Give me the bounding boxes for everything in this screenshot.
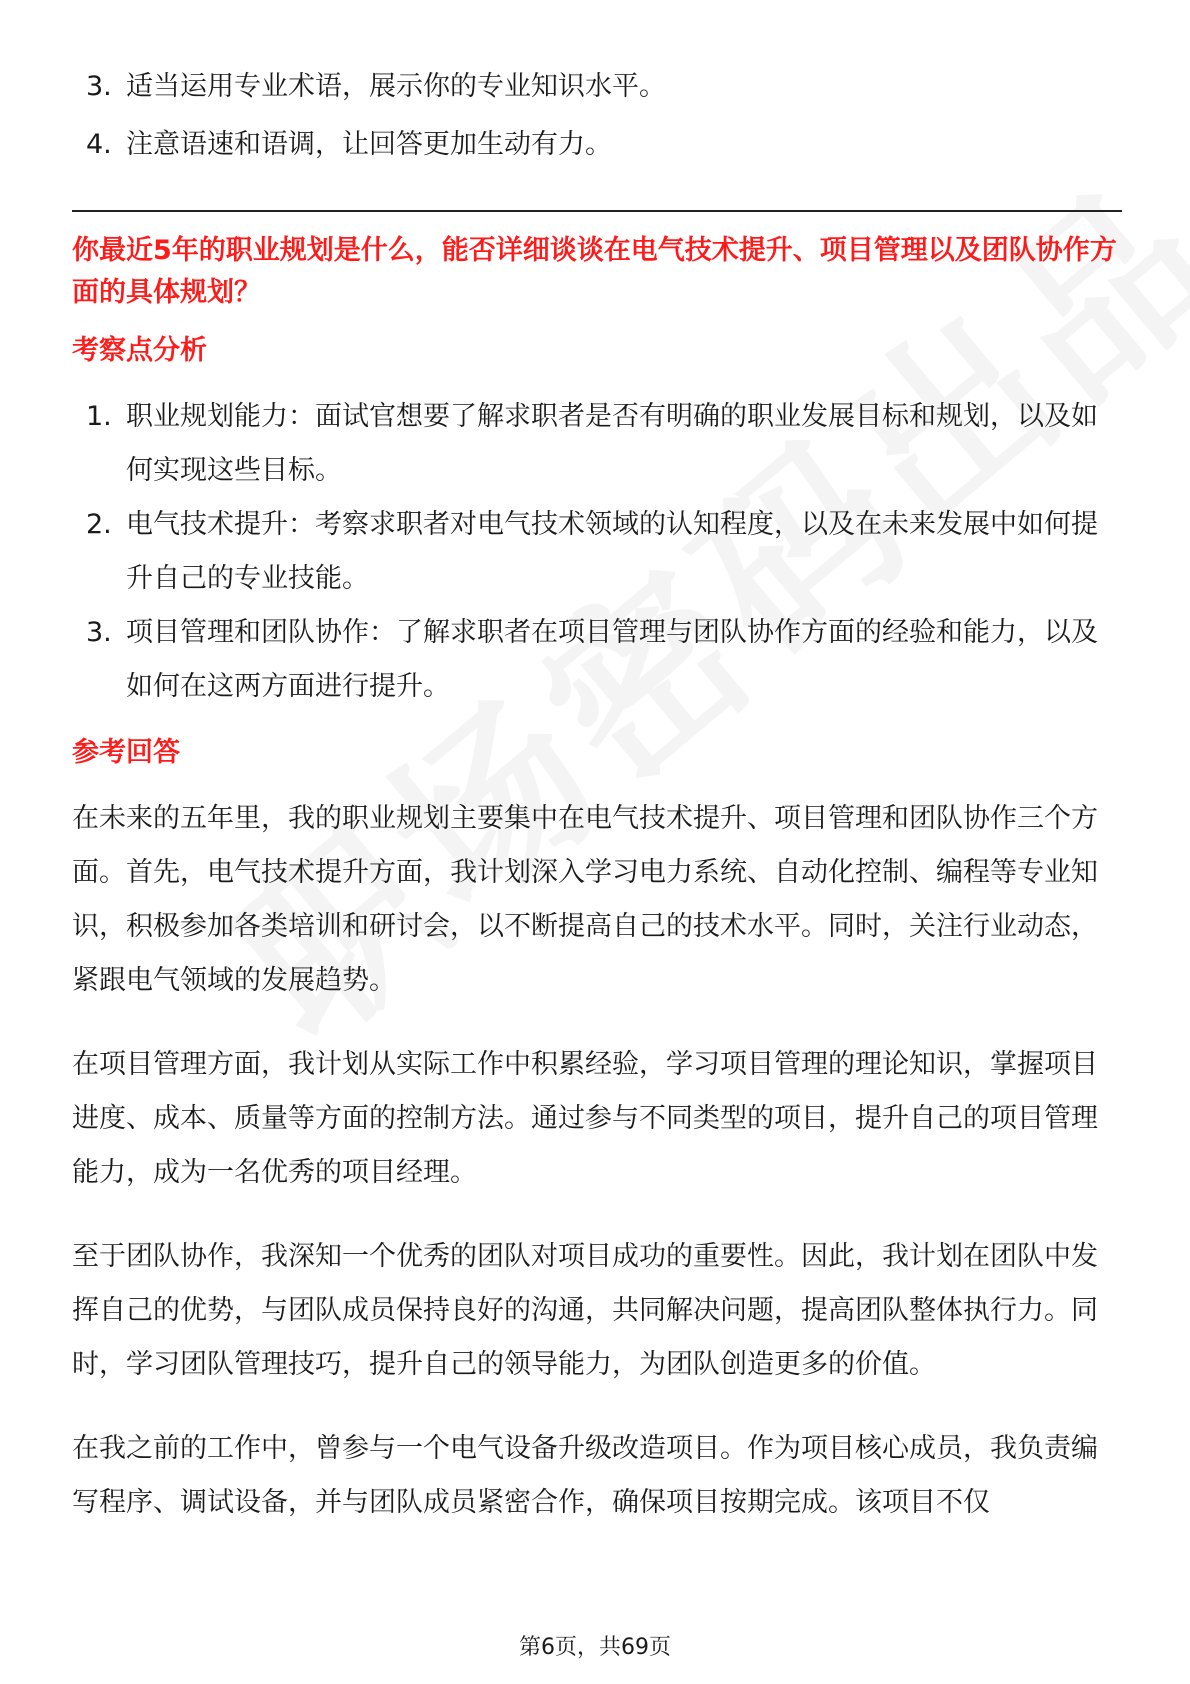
list-item-number: 4. xyxy=(86,129,112,160)
analysis-heading: 考察点分析 xyxy=(72,335,207,366)
section-divider xyxy=(72,210,1122,212)
answer-paragraph: 在未来的五年里，我的职业规划主要集中在电气技术提升、项目管理和团队协作三个方面。首先，电气技术提升方面，我计划深入学习电力系统、自动化控制、编程等专业知识，积极参加各类培训和研讨会，以不断提高自己的技术水平。同时，关注行业动态，紧跟电气领域的发展趋势。 xyxy=(72,803,1098,996)
analysis-list xyxy=(72,390,1122,714)
page-number: 第6页，共69页 xyxy=(519,1635,671,1660)
list-item-text: 项目管理和团队协作：了解求职者在项目管理与团队协作方面的经验和能力，以及如何在这两方面进行提升。 xyxy=(126,617,1098,702)
list-item xyxy=(72,498,1122,606)
tips-list xyxy=(72,58,1122,174)
list-item-text: 适当运用专业术语，展示你的专业知识水平。 xyxy=(126,71,666,102)
question-heading: 你最近5年的职业规划是什么，能否详细谈谈在电气技术提升、项目管理以及团队协作方面的具体规划？ xyxy=(72,235,1117,308)
list-item-number: 3. xyxy=(86,71,112,102)
list-item xyxy=(72,606,1122,714)
list-item-number: 1. xyxy=(86,401,112,432)
list-item xyxy=(72,58,1122,116)
list-item-text: 电气技术提升：考察求职者对电气技术领域的认知程度，以及在未来发展中如何提升自己的专业技能。 xyxy=(126,509,1098,594)
list-item xyxy=(72,116,1122,174)
list-item xyxy=(72,390,1122,498)
answer-paragraph: 在项目管理方面，我计划从实际工作中积累经验，学习项目管理的理论知识，掌握项目进度、成本、质量等方面的控制方法。通过参与不同类型的项目，提升自己的项目管理能力，成为一名优秀的项目经理。 xyxy=(72,1049,1098,1188)
answer-heading: 参考回答 xyxy=(72,737,180,768)
list-item-number: 3. xyxy=(86,617,112,648)
answer-paragraph: 在我之前的工作中，曾参与一个电气设备升级改造项目。作为项目核心成员，我负责编写程序、调试设备，并与团队成员紧密合作，确保项目按期完成。该项目不仅 xyxy=(72,1433,1098,1518)
page-content xyxy=(72,58,1122,1557)
list-item-text: 职业规划能力：面试官想要了解求职者是否有明确的职业发展目标和规划，以及如何实现这些目标。 xyxy=(126,401,1098,486)
answer-paragraph: 至于团队协作，我深知一个优秀的团队对项目成功的重要性。因此，我计划在团队中发挥自己的优势，与团队成员保持良好的沟通，共同解决问题，提高团队整体执行力。同时，学习团队管理技巧，提升自己的领导能力，为团队创造更多的价值。 xyxy=(72,1241,1098,1380)
list-item-text: 注意语速和语调，让回答更加生动有力。 xyxy=(126,129,612,160)
list-item-number: 2. xyxy=(86,509,112,540)
